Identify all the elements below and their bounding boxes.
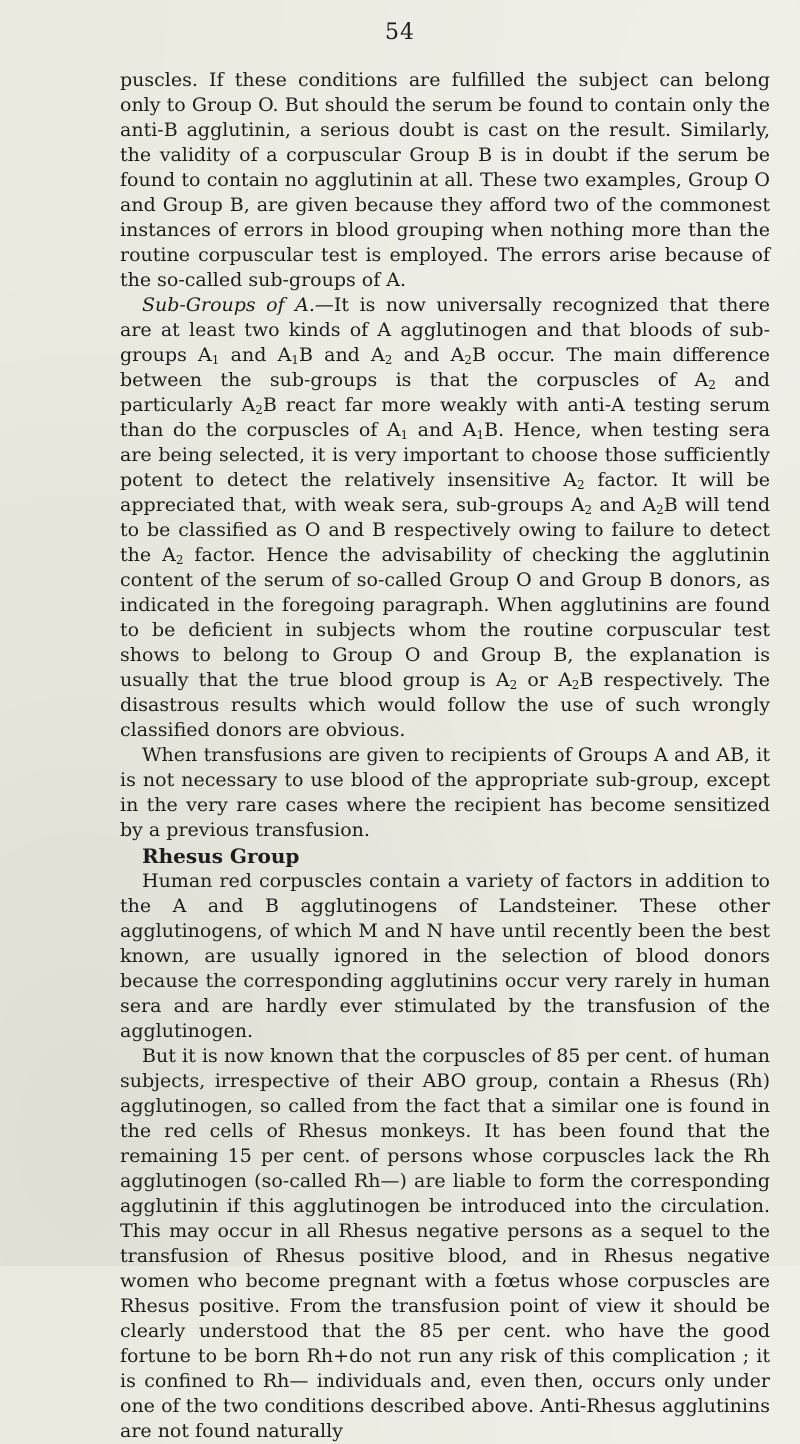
subscript: 2: [464, 353, 472, 367]
page-body: [120, 68, 770, 1444]
subscript: 1: [291, 353, 299, 367]
subscript: 2: [708, 378, 716, 392]
subscript: 2: [384, 353, 393, 367]
section-heading-rhesus-group: Rhesus Group: [142, 844, 300, 868]
subscript: 2: [584, 503, 593, 517]
text-run: B occur. The main difference between the sub-groups is that the corpuscles of A: [120, 344, 770, 391]
page-number: 54: [385, 20, 415, 45]
text-run: and A: [219, 344, 292, 366]
subscript: 2: [576, 478, 585, 492]
text-run: factor. It will be appreciated that, with weak sera, sub-groups A: [120, 469, 771, 516]
text-run: and A: [592, 494, 657, 516]
text-run: B respectively. The disastrous results which would follow the use of such wrongly classified donors are obvious.: [120, 669, 771, 741]
subscript: 2: [509, 678, 518, 692]
subscript: 2: [571, 678, 580, 692]
subscript: 2: [255, 403, 263, 417]
subscript: 2: [656, 503, 664, 517]
text-run: —It is now universally recognized that there are at least two kinds of A agglutinogen and that bloods of sub-groups A: [120, 294, 770, 366]
subscript: 1: [400, 428, 409, 442]
run-in-heading-sub-groups: Sub-Groups of A.: [142, 294, 315, 316]
paragraph-rhesus: But it is now known that the corpuscles of 85 per cent. of human subjects, irrespective of their ABO group, contain a Rhesus (Rh) agglutinogen, so called from the fact that a similar one is found in the red cells of Rhesus monkeys. It has been found that the remaining 15 per cent. of persons whose corpuscles lack the Rh agglutinogen (so-called Rh—) are liable to form the corresponding agglutinin if this agglutinogen be introduced into the circulation. This may occur in all Rhesus negative persons as a sequel to the transfusion of Rhesus positive blood, and in Rhesus negative women who become pregnant with a fœtus whose corpuscles are Rhesus positive. From the transfusion point of view it should be clearly understood that the 85 per cent. who have the good fortune to be born Rh+do not run any risk of this complication ; it is confined to Rh— individuals and, even then, occurs only under one of the two conditions described above. Anti-Rhesus agglutinins are not found naturally: [120, 1045, 770, 1442]
text-run: and particularly A: [120, 369, 770, 416]
paragraph-transfusions: When transfusions are given to recipients of Groups A and AB, it is not necessary to use blood of the appropriate sub-group, except in the very rare cases where the recipient has become sensitized by a previous transfusion.: [120, 744, 770, 841]
text-run: B will tend to be classified as O and B respectively owing to failure to detect the A: [120, 494, 770, 566]
subscript: 2: [175, 553, 184, 567]
text-run: factor. Hence the advisability of checking the agglutinin content of the serum of so-called Group O and Group B donors, as indicated in the foregoing paragraph. When agglutinins are found to be deficient in subjects whom the routine corpuscular test shows to belong to Group O and Group B, the explanation is usually that the true blood group is A: [120, 544, 771, 691]
text-run: and A: [408, 419, 477, 441]
subscript: 1: [476, 428, 485, 442]
text-run: or A: [517, 669, 572, 691]
text-run: B. Hence, when testing sera are being selected, it is very important to choose those sufficiently potent to detect the relatively insensitive A: [120, 419, 770, 491]
paragraph-agglutinogens: Human red corpuscles contain a variety of factors in addition to the A and B agglutinogens of Landsteiner. These other agglutinogens, of which M and N have until recently been the best known, are usually ignored in the selection of blood donors because the corresponding agglutinins occur very rarely in human sera and are hardly ever stimulated by the transfusion of the agglutinogen.: [120, 870, 770, 1042]
text-run: B react far more weakly with anti-A testing serum than do the corpuscles of A: [120, 394, 770, 441]
subscript: 1: [211, 353, 220, 367]
text-run: and A: [392, 344, 465, 366]
paragraph-sub-groups: [120, 293, 770, 743]
text-run: B and A: [298, 344, 385, 366]
paragraph-1: puscles. If these conditions are fulfilled the subject can belong only to Group O. But should the serum be found to contain only the anti-B agglutinin, a serious doubt is cast on the result. Similarly, the validity of a corpuscular Group B is in doubt if the serum be found to contain no agglutinin at all. These two examples, Group O and Group B, are given because they afford two of the commonest instances of errors in blood grouping when nothing more than the routine corpuscular test is employed. The errors arise because of the so-called sub-groups of A.: [120, 69, 770, 291]
